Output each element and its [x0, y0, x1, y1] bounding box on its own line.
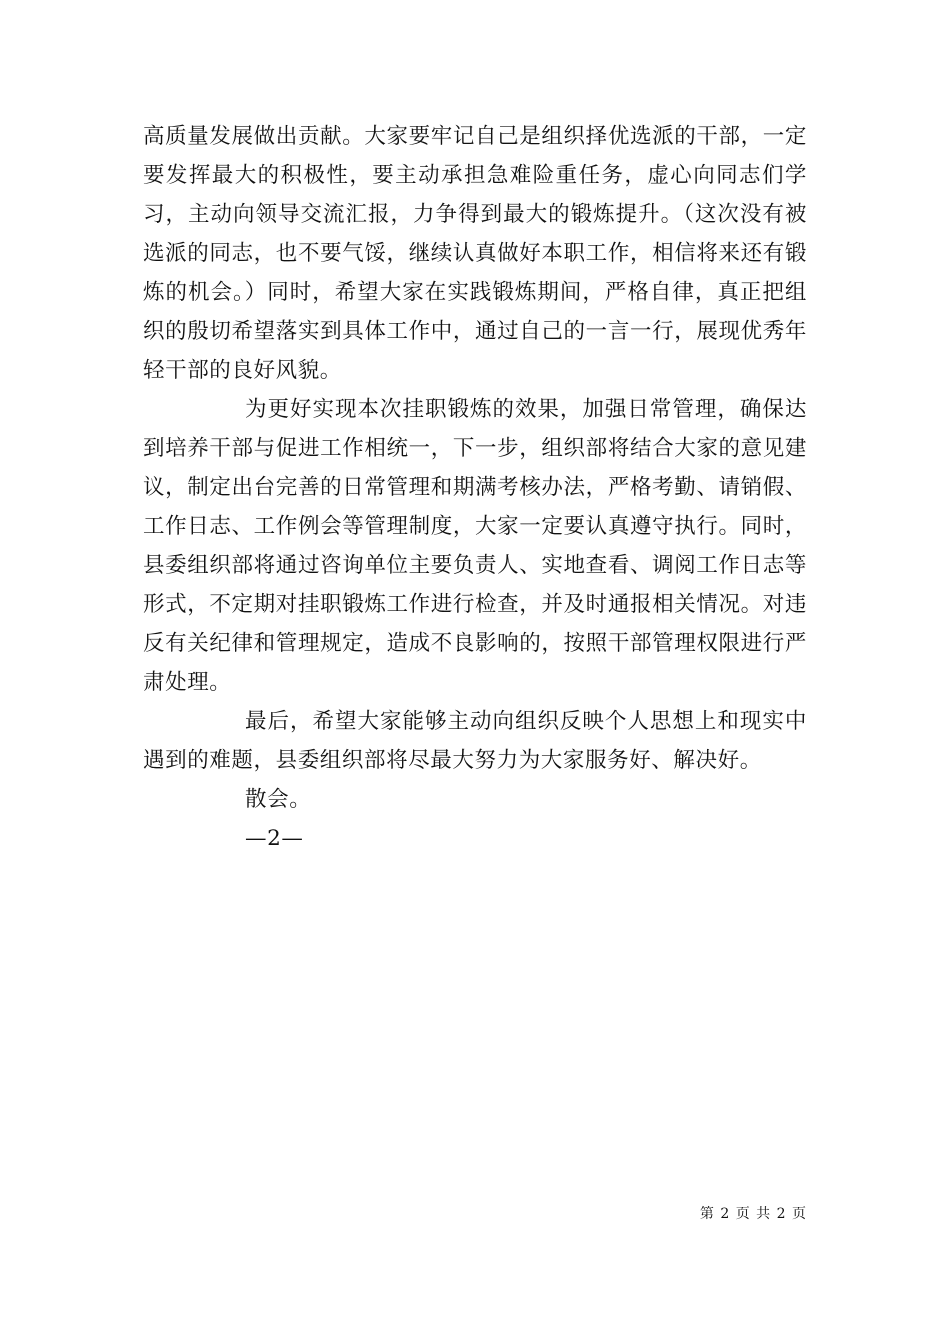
- document-body: [143, 117, 807, 858]
- paragraph-closing-remarks: 最后，希望大家能够主动向组织反映个人思想上和现实中遇到的难题，县委组织部将尽最大努力为大家服务好、解决好。: [143, 709, 807, 773]
- page-footer: 第 2 页 共 2 页: [699, 1206, 807, 1222]
- closing-text: 散会。: [245, 787, 312, 812]
- paragraph-continuation: 高质量发展做出贡献。大家要牢记自己是组织择优选派的干部，一定要发挥最大的积极性，要主动承担急难险重任务，虚心向同志们学习，主动向领导交流汇报，力争得到最大的锻炼提升。（这次没有被选派的同志，也不要气馁，继续认真做好本职工作，相信将来还有锻炼的机会。）同时，希望大家在实践锻炼期间，严格自律，真正把组织的殷切希望落实到具体工作中，通过自己的一言一行，展现优秀年轻干部的良好风貌。: [143, 124, 807, 383]
- page-number-mark: —2—: [245, 826, 304, 851]
- paragraph-management: 为更好实现本次挂职锻炼的效果，加强日常管理，确保达到培养干部与促进工作相统一，下一步，组织部将结合大家的意见建议，制定出台完善的日常管理和期满考核办法，严格考勤、请销假、工作日志、工作例会等管理制度，大家一定要认真遵守执行。同时，县委组织部将通过咨询单位主要负责人、实地查看、调阅工作日志等形式，不定期对挂职锻炼工作进行检查，并及时通报相关情况。对违反有关纪律和管理规定，造成不良影响的，按照干部管理权限进行严肃处理。: [143, 397, 807, 695]
